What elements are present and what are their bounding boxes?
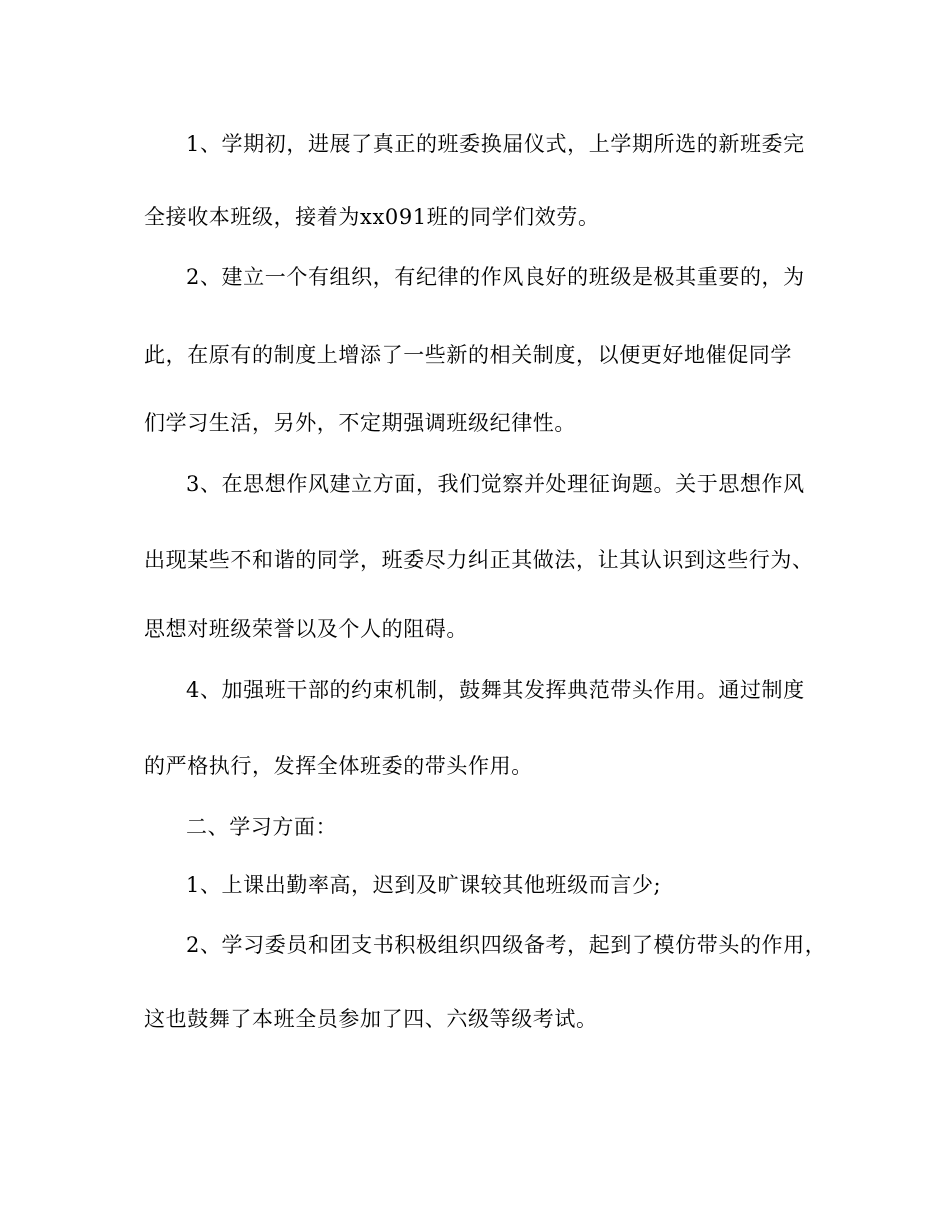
paragraph-2-line-1: 2、建立一个有组织，有纪律的作风良好的班级是极其重要的，为 — [186, 265, 805, 289]
paragraph-3-line-3: 思想对班级荣誉以及个人的阻碍。 — [144, 617, 468, 641]
section-heading-study: 二、学习方面： — [186, 815, 338, 839]
paragraph-4-line-1: 4、加强班干部的约束机制，鼓舞其发挥典范带头作用。通过制度 — [186, 678, 805, 702]
paragraph-1-line-2: 全接收本班级，接着为xx091班的同学们效劳。 — [144, 205, 600, 229]
study-item-2-line-1: 2、学习委员和团支书积极组织四级备考，起到了模仿带头的作用， — [186, 933, 827, 957]
study-item-2-line-2: 这也鼓舞了本班全员参加了四、六级等级考试。 — [144, 1007, 598, 1031]
study-item-1: 1、上课出勤率高，迟到及旷课较其他班级而言少; — [186, 873, 662, 897]
paragraph-4-line-2: 的严格执行，发挥全体班委的带头作用。 — [144, 754, 533, 778]
paragraph-1-line-1: 1、学期初，进展了真正的班委换届仪式，上学期所选的新班委完 — [186, 132, 805, 156]
paragraph-3-line-1: 3、在思想作风建立方面，我们觉察并处理征询题。关于思想作风 — [186, 472, 805, 496]
paragraph-2-line-3: 们学习生活，另外，不定期强调班级纪律性。 — [144, 411, 576, 435]
paragraph-3-line-2: 出现某些不和谐的同学，班委尽力纠正其做法，让其认识到这些行为、 — [144, 548, 814, 572]
paragraph-2-line-2: 此，在原有的制度上增添了一些新的相关制度，以便更好地催促同学 — [144, 343, 792, 367]
